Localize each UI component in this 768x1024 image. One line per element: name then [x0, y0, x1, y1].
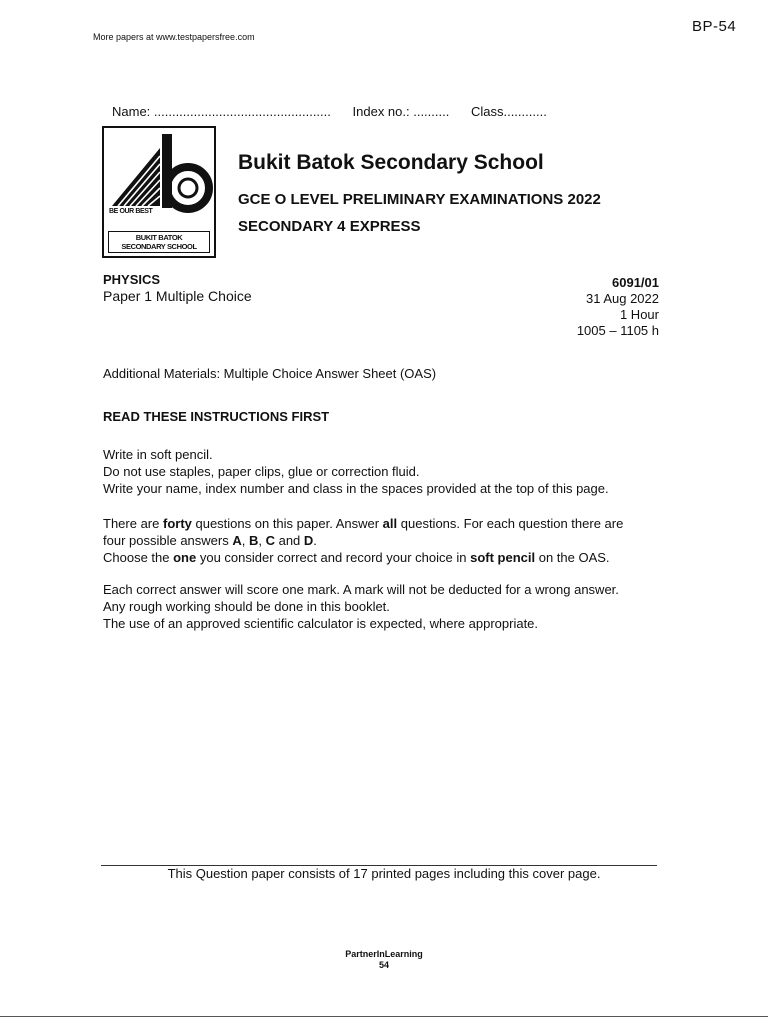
exam-title: GCE O LEVEL PRELIMINARY EXAMINATIONS 2022	[238, 191, 601, 208]
paper-details	[577, 275, 659, 339]
page-number: 54	[378, 960, 389, 970]
website-note: More papers at www.testpapersfree.com	[93, 32, 255, 42]
exam-duration: 1 Hour	[619, 307, 659, 322]
partner-label: PartnerInLearning	[345, 949, 423, 959]
index-field: Index no.: ..........	[352, 104, 450, 119]
instruction-line: Write in soft pencil.	[103, 447, 213, 462]
instructions-heading: READ THESE INSTRUCTIONS FIRST	[103, 409, 330, 424]
additional-materials: Additional Materials: Multiple Choice Answer Sheet (OAS)	[103, 366, 437, 381]
instructions-block-2	[103, 515, 623, 566]
instruction-line: Each correct answer will score one mark. A mark will not be deducted for a wrong answer.	[103, 582, 619, 597]
instruction-line: Choose the one you consider correct and record your choice in soft pencil on the OAS.	[103, 550, 610, 565]
subject-title: PHYSICS	[103, 272, 161, 287]
logo-school-name: BUKIT BATOK SECONDARY SCHOOL	[108, 231, 210, 253]
instruction-line: four possible answers A, B, C and D.	[103, 533, 317, 548]
exam-date: 31 Aug 2022	[585, 291, 659, 306]
bottom-edge-line	[0, 1016, 768, 1017]
instruction-line: Write your name, index number and class in the spaces provided at the top of this page.	[103, 481, 609, 496]
student-fields	[112, 104, 565, 119]
paper-code: 6091/01	[612, 275, 659, 290]
level-title: SECONDARY 4 EXPRESS	[238, 218, 421, 235]
class-field: Class............	[470, 104, 547, 119]
logo-tagline: BE OUR BEST	[109, 208, 153, 215]
name-field: Name: .................................................	[112, 104, 331, 119]
school-logo	[102, 126, 216, 258]
instruction-line: Do not use staples, paper clips, glue or correction fluid.	[103, 464, 420, 479]
instruction-line: The use of an approved scientific calculator is expected, where appropriate.	[103, 616, 539, 631]
exam-time: 1005 – 1105 h	[576, 323, 659, 338]
partner-footer	[0, 949, 768, 971]
paper-title: Paper 1 Multiple Choice	[103, 288, 252, 304]
instruction-line: Any rough working should be done in this booklet.	[103, 599, 390, 614]
instruction-line: There are forty questions on this paper. Answer all questions. For each question there are	[103, 516, 624, 531]
school-name: Bukit Batok Secondary School	[238, 151, 544, 174]
instructions-block-1	[103, 446, 609, 497]
instructions-block-3	[103, 581, 619, 632]
page-code: BP-54	[692, 18, 737, 35]
page-count-note: This Question paper consists of 17 printed pages including this cover page.	[167, 866, 601, 881]
